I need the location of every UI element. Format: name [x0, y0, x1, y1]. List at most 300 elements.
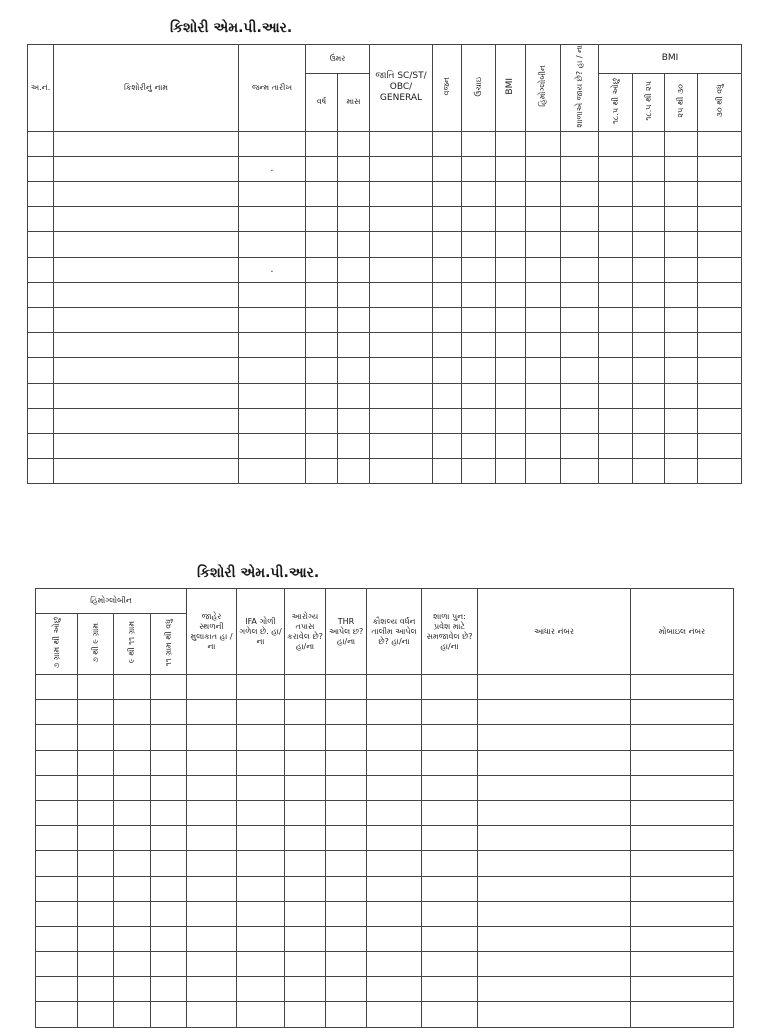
- blank-entry-cell[interactable]: [338, 232, 370, 257]
- blank-entry-cell[interactable]: [370, 383, 433, 408]
- blank-entry-cell[interactable]: [698, 207, 742, 232]
- blank-entry-cell[interactable]: [114, 750, 151, 775]
- blank-entry-cell[interactable]: [526, 207, 561, 232]
- blank-entry-cell[interactable]: [285, 750, 326, 775]
- blank-entry-cell[interactable]: [496, 156, 526, 181]
- blank-entry-cell[interactable]: [151, 1002, 187, 1027]
- blank-entry-cell[interactable]: [78, 977, 114, 1002]
- blank-entry-cell[interactable]: [78, 800, 114, 825]
- blank-entry-cell[interactable]: [370, 131, 433, 156]
- blank-entry-cell[interactable]: [306, 307, 338, 332]
- blank-entry-cell[interactable]: [422, 952, 478, 977]
- blank-entry-cell[interactable]: [433, 408, 462, 433]
- blank-entry-cell[interactable]: [462, 131, 496, 156]
- blank-entry-cell[interactable]: [496, 383, 526, 408]
- blank-entry-cell[interactable]: [285, 1002, 326, 1027]
- blank-entry-cell[interactable]: [698, 257, 742, 282]
- blank-entry-cell[interactable]: [285, 876, 326, 901]
- blank-entry-cell[interactable]: [433, 307, 462, 332]
- blank-entry-cell[interactable]: [665, 459, 698, 484]
- blank-entry-cell[interactable]: [338, 307, 370, 332]
- blank-entry-cell[interactable]: [422, 750, 478, 775]
- blank-entry-cell[interactable]: [239, 131, 306, 156]
- blank-entry-cell[interactable]: [526, 408, 561, 433]
- blank-entry-cell[interactable]: [285, 901, 326, 926]
- blank-entry-cell[interactable]: [367, 725, 422, 750]
- blank-entry-cell[interactable]: [561, 459, 599, 484]
- blank-entry-cell[interactable]: [187, 675, 237, 700]
- blank-entry-cell[interactable]: [338, 459, 370, 484]
- blank-entry-cell[interactable]: [526, 383, 561, 408]
- blank-entry-cell[interactable]: [367, 826, 422, 851]
- blank-entry-cell[interactable]: [561, 182, 599, 207]
- blank-entry-cell[interactable]: [496, 257, 526, 282]
- blank-entry-cell[interactable]: [306, 257, 338, 282]
- blank-entry-cell[interactable]: [237, 952, 285, 977]
- blank-entry-cell[interactable]: [239, 257, 306, 282]
- blank-entry-cell[interactable]: [433, 333, 462, 358]
- blank-entry-cell[interactable]: [237, 750, 285, 775]
- blank-entry-cell[interactable]: [633, 207, 665, 232]
- blank-entry-cell[interactable]: [496, 433, 526, 458]
- blank-entry-cell[interactable]: [462, 459, 496, 484]
- blank-entry-cell[interactable]: [599, 459, 633, 484]
- blank-entry-cell[interactable]: [285, 725, 326, 750]
- blank-entry-cell[interactable]: [237, 1002, 285, 1027]
- blank-entry-cell[interactable]: [187, 800, 237, 825]
- blank-entry-cell[interactable]: [326, 876, 367, 901]
- blank-entry-cell[interactable]: [422, 926, 478, 951]
- blank-entry-cell[interactable]: [478, 977, 631, 1002]
- blank-entry-cell[interactable]: [54, 282, 239, 307]
- blank-entry-cell[interactable]: [462, 207, 496, 232]
- blank-entry-cell[interactable]: [526, 333, 561, 358]
- blank-entry-cell[interactable]: [370, 459, 433, 484]
- blank-entry-cell[interactable]: [631, 675, 734, 700]
- blank-entry-cell[interactable]: [114, 700, 151, 725]
- blank-entry-cell[interactable]: [561, 433, 599, 458]
- blank-entry-cell[interactable]: [306, 459, 338, 484]
- blank-entry-cell[interactable]: [28, 131, 54, 156]
- blank-entry-cell[interactable]: [698, 156, 742, 181]
- blank-entry-cell[interactable]: [54, 207, 239, 232]
- blank-entry-cell[interactable]: [633, 156, 665, 181]
- blank-entry-cell[interactable]: [367, 1002, 422, 1027]
- blank-entry-cell[interactable]: [239, 307, 306, 332]
- blank-entry-cell[interactable]: [114, 800, 151, 825]
- blank-entry-cell[interactable]: [237, 700, 285, 725]
- blank-entry-cell[interactable]: [306, 358, 338, 383]
- blank-entry-cell[interactable]: [422, 826, 478, 851]
- blank-entry-cell[interactable]: [433, 131, 462, 156]
- blank-entry-cell[interactable]: [28, 156, 54, 181]
- blank-entry-cell[interactable]: [114, 826, 151, 851]
- blank-entry-cell[interactable]: [665, 207, 698, 232]
- blank-entry-cell[interactable]: [526, 257, 561, 282]
- blank-entry-cell[interactable]: [370, 257, 433, 282]
- blank-entry-cell[interactable]: [187, 876, 237, 901]
- blank-entry-cell[interactable]: [462, 282, 496, 307]
- blank-entry-cell[interactable]: [306, 383, 338, 408]
- blank-entry-cell[interactable]: [239, 156, 306, 181]
- blank-entry-cell[interactable]: [599, 282, 633, 307]
- blank-entry-cell[interactable]: [285, 800, 326, 825]
- blank-entry-cell[interactable]: [28, 282, 54, 307]
- blank-entry-cell[interactable]: [326, 826, 367, 851]
- blank-entry-cell[interactable]: [78, 1002, 114, 1027]
- blank-entry-cell[interactable]: [338, 358, 370, 383]
- blank-entry-cell[interactable]: [422, 775, 478, 800]
- blank-entry-cell[interactable]: [631, 725, 734, 750]
- blank-entry-cell[interactable]: [370, 207, 433, 232]
- blank-entry-cell[interactable]: [599, 358, 633, 383]
- blank-entry-cell[interactable]: [433, 232, 462, 257]
- blank-entry-cell[interactable]: [631, 876, 734, 901]
- blank-entry-cell[interactable]: [78, 851, 114, 876]
- blank-entry-cell[interactable]: [478, 876, 631, 901]
- blank-entry-cell[interactable]: [114, 725, 151, 750]
- blank-entry-cell[interactable]: [187, 750, 237, 775]
- blank-entry-cell[interactable]: [631, 901, 734, 926]
- blank-entry-cell[interactable]: [599, 433, 633, 458]
- blank-entry-cell[interactable]: [462, 156, 496, 181]
- blank-entry-cell[interactable]: [496, 232, 526, 257]
- blank-entry-cell[interactable]: [239, 207, 306, 232]
- blank-entry-cell[interactable]: [599, 257, 633, 282]
- blank-entry-cell[interactable]: [433, 207, 462, 232]
- blank-entry-cell[interactable]: [599, 207, 633, 232]
- blank-entry-cell[interactable]: [28, 383, 54, 408]
- blank-entry-cell[interactable]: [151, 675, 187, 700]
- blank-entry-cell[interactable]: [54, 333, 239, 358]
- blank-entry-cell[interactable]: [338, 257, 370, 282]
- blank-entry-cell[interactable]: [496, 333, 526, 358]
- blank-entry-cell[interactable]: [237, 725, 285, 750]
- blank-entry-cell[interactable]: [28, 433, 54, 458]
- blank-entry-cell[interactable]: [631, 826, 734, 851]
- blank-entry-cell[interactable]: [237, 675, 285, 700]
- blank-entry-cell[interactable]: [526, 282, 561, 307]
- blank-entry-cell[interactable]: [36, 775, 78, 800]
- blank-entry-cell[interactable]: [237, 876, 285, 901]
- blank-entry-cell[interactable]: [338, 433, 370, 458]
- blank-entry-cell[interactable]: [665, 358, 698, 383]
- blank-entry-cell[interactable]: [114, 1002, 151, 1027]
- blank-entry-cell[interactable]: [338, 333, 370, 358]
- blank-entry-cell[interactable]: [433, 282, 462, 307]
- blank-entry-cell[interactable]: [698, 307, 742, 332]
- blank-entry-cell[interactable]: [151, 901, 187, 926]
- blank-entry-cell[interactable]: [151, 700, 187, 725]
- blank-entry-cell[interactable]: [306, 207, 338, 232]
- blank-entry-cell[interactable]: [338, 182, 370, 207]
- blank-entry-cell[interactable]: [285, 952, 326, 977]
- blank-entry-cell[interactable]: [151, 750, 187, 775]
- blank-entry-cell[interactable]: [54, 156, 239, 181]
- blank-entry-cell[interactable]: [36, 977, 78, 1002]
- blank-entry-cell[interactable]: [367, 700, 422, 725]
- blank-entry-cell[interactable]: [151, 876, 187, 901]
- blank-entry-cell[interactable]: [631, 775, 734, 800]
- blank-entry-cell[interactable]: [698, 232, 742, 257]
- blank-entry-cell[interactable]: [433, 182, 462, 207]
- blank-entry-cell[interactable]: [422, 876, 478, 901]
- blank-entry-cell[interactable]: [631, 952, 734, 977]
- blank-entry-cell[interactable]: [462, 408, 496, 433]
- blank-entry-cell[interactable]: [306, 156, 338, 181]
- blank-entry-cell[interactable]: [28, 459, 54, 484]
- blank-entry-cell[interactable]: [561, 232, 599, 257]
- blank-entry-cell[interactable]: [36, 851, 78, 876]
- blank-entry-cell[interactable]: [367, 901, 422, 926]
- blank-entry-cell[interactable]: [561, 207, 599, 232]
- blank-entry-cell[interactable]: [665, 156, 698, 181]
- blank-entry-cell[interactable]: [78, 826, 114, 851]
- blank-entry-cell[interactable]: [478, 926, 631, 951]
- blank-entry-cell[interactable]: [338, 156, 370, 181]
- blank-entry-cell[interactable]: [54, 307, 239, 332]
- blank-entry-cell[interactable]: [433, 459, 462, 484]
- blank-entry-cell[interactable]: [54, 383, 239, 408]
- blank-entry-cell[interactable]: [462, 358, 496, 383]
- blank-entry-cell[interactable]: [526, 232, 561, 257]
- blank-entry-cell[interactable]: [633, 257, 665, 282]
- blank-entry-cell[interactable]: [114, 675, 151, 700]
- blank-entry-cell[interactable]: [237, 926, 285, 951]
- blank-entry-cell[interactable]: [496, 282, 526, 307]
- blank-entry-cell[interactable]: [561, 307, 599, 332]
- blank-entry-cell[interactable]: [78, 926, 114, 951]
- blank-entry-cell[interactable]: [665, 408, 698, 433]
- blank-entry-cell[interactable]: [665, 232, 698, 257]
- blank-entry-cell[interactable]: [36, 952, 78, 977]
- blank-entry-cell[interactable]: [36, 826, 78, 851]
- blank-entry-cell[interactable]: [285, 926, 326, 951]
- blank-entry-cell[interactable]: [599, 156, 633, 181]
- blank-entry-cell[interactable]: [561, 282, 599, 307]
- blank-entry-cell[interactable]: [561, 131, 599, 156]
- blank-entry-cell[interactable]: [526, 131, 561, 156]
- blank-entry-cell[interactable]: [561, 408, 599, 433]
- blank-entry-cell[interactable]: [237, 977, 285, 1002]
- blank-entry-cell[interactable]: [462, 333, 496, 358]
- blank-entry-cell[interactable]: [326, 901, 367, 926]
- blank-entry-cell[interactable]: [665, 333, 698, 358]
- blank-entry-cell[interactable]: [462, 307, 496, 332]
- blank-entry-cell[interactable]: [370, 182, 433, 207]
- blank-entry-cell[interactable]: [698, 282, 742, 307]
- blank-entry-cell[interactable]: [239, 408, 306, 433]
- blank-entry-cell[interactable]: [462, 257, 496, 282]
- blank-entry-cell[interactable]: [633, 182, 665, 207]
- blank-entry-cell[interactable]: [28, 307, 54, 332]
- blank-entry-cell[interactable]: [370, 358, 433, 383]
- blank-entry-cell[interactable]: [367, 775, 422, 800]
- blank-entry-cell[interactable]: [36, 901, 78, 926]
- blank-entry-cell[interactable]: [422, 725, 478, 750]
- blank-entry-cell[interactable]: [422, 977, 478, 1002]
- blank-entry-cell[interactable]: [239, 383, 306, 408]
- blank-entry-cell[interactable]: [633, 358, 665, 383]
- blank-entry-cell[interactable]: [187, 926, 237, 951]
- blank-entry-cell[interactable]: [665, 182, 698, 207]
- blank-entry-cell[interactable]: [326, 926, 367, 951]
- blank-entry-cell[interactable]: [237, 775, 285, 800]
- blank-entry-cell[interactable]: [151, 826, 187, 851]
- blank-entry-cell[interactable]: [698, 459, 742, 484]
- blank-entry-cell[interactable]: [433, 358, 462, 383]
- blank-entry-cell[interactable]: [151, 977, 187, 1002]
- blank-entry-cell[interactable]: [478, 901, 631, 926]
- blank-entry-cell[interactable]: [187, 700, 237, 725]
- blank-entry-cell[interactable]: [526, 182, 561, 207]
- blank-entry-cell[interactable]: [285, 851, 326, 876]
- blank-entry-cell[interactable]: [370, 156, 433, 181]
- blank-entry-cell[interactable]: [370, 408, 433, 433]
- blank-entry-cell[interactable]: [478, 725, 631, 750]
- blank-entry-cell[interactable]: [306, 182, 338, 207]
- blank-entry-cell[interactable]: [187, 977, 237, 1002]
- blank-entry-cell[interactable]: [665, 383, 698, 408]
- blank-entry-cell[interactable]: [239, 333, 306, 358]
- blank-entry-cell[interactable]: [422, 700, 478, 725]
- blank-entry-cell[interactable]: [239, 433, 306, 458]
- blank-entry-cell[interactable]: [526, 358, 561, 383]
- blank-entry-cell[interactable]: [599, 307, 633, 332]
- blank-entry-cell[interactable]: [496, 307, 526, 332]
- blank-entry-cell[interactable]: [28, 333, 54, 358]
- blank-entry-cell[interactable]: [239, 459, 306, 484]
- blank-entry-cell[interactable]: [326, 800, 367, 825]
- blank-entry-cell[interactable]: [285, 700, 326, 725]
- blank-entry-cell[interactable]: [633, 333, 665, 358]
- blank-entry-cell[interactable]: [326, 700, 367, 725]
- blank-entry-cell[interactable]: [326, 851, 367, 876]
- blank-entry-cell[interactable]: [367, 750, 422, 775]
- blank-entry-cell[interactable]: [496, 131, 526, 156]
- blank-entry-cell[interactable]: [665, 282, 698, 307]
- blank-entry-cell[interactable]: [367, 851, 422, 876]
- blank-entry-cell[interactable]: [698, 358, 742, 383]
- blank-entry-cell[interactable]: [326, 952, 367, 977]
- blank-entry-cell[interactable]: [478, 775, 631, 800]
- blank-entry-cell[interactable]: [36, 725, 78, 750]
- blank-entry-cell[interactable]: [631, 851, 734, 876]
- blank-entry-cell[interactable]: [239, 232, 306, 257]
- blank-entry-cell[interactable]: [496, 459, 526, 484]
- blank-entry-cell[interactable]: [36, 926, 78, 951]
- blank-entry-cell[interactable]: [187, 1002, 237, 1027]
- blank-entry-cell[interactable]: [422, 1002, 478, 1027]
- blank-entry-cell[interactable]: [78, 901, 114, 926]
- blank-entry-cell[interactable]: [78, 725, 114, 750]
- blank-entry-cell[interactable]: [561, 383, 599, 408]
- blank-entry-cell[interactable]: [599, 383, 633, 408]
- blank-entry-cell[interactable]: [633, 383, 665, 408]
- blank-entry-cell[interactable]: [151, 800, 187, 825]
- blank-entry-cell[interactable]: [36, 675, 78, 700]
- blank-entry-cell[interactable]: [631, 1002, 734, 1027]
- blank-entry-cell[interactable]: [28, 182, 54, 207]
- blank-entry-cell[interactable]: [370, 433, 433, 458]
- blank-entry-cell[interactable]: [599, 333, 633, 358]
- blank-entry-cell[interactable]: [633, 131, 665, 156]
- blank-entry-cell[interactable]: [114, 876, 151, 901]
- blank-entry-cell[interactable]: [462, 383, 496, 408]
- blank-entry-cell[interactable]: [433, 433, 462, 458]
- blank-entry-cell[interactable]: [367, 952, 422, 977]
- blank-entry-cell[interactable]: [698, 333, 742, 358]
- blank-entry-cell[interactable]: [433, 156, 462, 181]
- blank-entry-cell[interactable]: [338, 131, 370, 156]
- blank-entry-cell[interactable]: [28, 257, 54, 282]
- blank-entry-cell[interactable]: [187, 826, 237, 851]
- blank-entry-cell[interactable]: [599, 131, 633, 156]
- blank-entry-cell[interactable]: [237, 851, 285, 876]
- blank-entry-cell[interactable]: [422, 851, 478, 876]
- blank-entry-cell[interactable]: [478, 851, 631, 876]
- blank-entry-cell[interactable]: [561, 358, 599, 383]
- blank-entry-cell[interactable]: [433, 383, 462, 408]
- blank-entry-cell[interactable]: [78, 775, 114, 800]
- blank-entry-cell[interactable]: [631, 700, 734, 725]
- blank-entry-cell[interactable]: [28, 408, 54, 433]
- blank-entry-cell[interactable]: [698, 131, 742, 156]
- blank-entry-cell[interactable]: [370, 282, 433, 307]
- blank-entry-cell[interactable]: [326, 750, 367, 775]
- blank-entry-cell[interactable]: [285, 775, 326, 800]
- blank-entry-cell[interactable]: [422, 901, 478, 926]
- blank-entry-cell[interactable]: [496, 358, 526, 383]
- blank-entry-cell[interactable]: [633, 433, 665, 458]
- blank-entry-cell[interactable]: [114, 901, 151, 926]
- blank-entry-cell[interactable]: [665, 257, 698, 282]
- blank-entry-cell[interactable]: [54, 408, 239, 433]
- blank-entry-cell[interactable]: [665, 307, 698, 332]
- blank-entry-cell[interactable]: [306, 408, 338, 433]
- blank-entry-cell[interactable]: [462, 433, 496, 458]
- blank-entry-cell[interactable]: [478, 952, 631, 977]
- blank-entry-cell[interactable]: [54, 182, 239, 207]
- blank-entry-cell[interactable]: [78, 876, 114, 901]
- blank-entry-cell[interactable]: [54, 257, 239, 282]
- blank-entry-cell[interactable]: [478, 1002, 631, 1027]
- blank-entry-cell[interactable]: [561, 333, 599, 358]
- blank-entry-cell[interactable]: [28, 207, 54, 232]
- blank-entry-cell[interactable]: [78, 675, 114, 700]
- blank-entry-cell[interactable]: [187, 851, 237, 876]
- blank-entry-cell[interactable]: [326, 775, 367, 800]
- blank-entry-cell[interactable]: [36, 876, 78, 901]
- blank-entry-cell[interactable]: [526, 433, 561, 458]
- blank-entry-cell[interactable]: [367, 800, 422, 825]
- blank-entry-cell[interactable]: [28, 358, 54, 383]
- blank-entry-cell[interactable]: [151, 725, 187, 750]
- blank-entry-cell[interactable]: [54, 131, 239, 156]
- blank-entry-cell[interactable]: [151, 775, 187, 800]
- blank-entry-cell[interactable]: [306, 232, 338, 257]
- blank-entry-cell[interactable]: [631, 926, 734, 951]
- blank-entry-cell[interactable]: [526, 307, 561, 332]
- blank-entry-cell[interactable]: [370, 232, 433, 257]
- blank-entry-cell[interactable]: [478, 700, 631, 725]
- blank-entry-cell[interactable]: [285, 977, 326, 1002]
- blank-entry-cell[interactable]: [633, 459, 665, 484]
- blank-entry-cell[interactable]: [367, 876, 422, 901]
- blank-entry-cell[interactable]: [237, 826, 285, 851]
- blank-entry-cell[interactable]: [526, 459, 561, 484]
- blank-entry-cell[interactable]: [36, 700, 78, 725]
